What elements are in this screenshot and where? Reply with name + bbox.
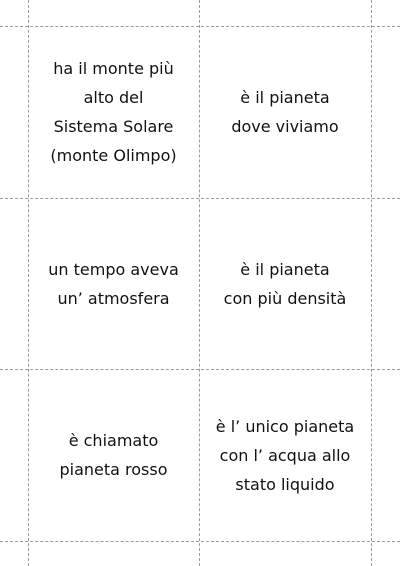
- card-acqua-liquida: [199, 369, 371, 541]
- card-monte-olimpo: [28, 26, 199, 198]
- card-text: è il pianeta dove viviamo: [231, 88, 339, 136]
- card-text: è chiamato pianeta rosso: [59, 431, 168, 479]
- card-text: ha il monte più alto del Sistema Solare (monte Olimpo): [50, 59, 177, 165]
- card-dove-viviamo: [199, 26, 371, 198]
- card-text: è il pianeta con più densità: [223, 259, 347, 308]
- card-pianeta-rosso: [28, 369, 199, 541]
- card-text: un tempo aveva un’ atmosfera: [48, 259, 179, 308]
- card-text: è l’ unico pianeta con l’ acqua allo stato liquido: [215, 416, 355, 494]
- vertical-cut-line-right: [371, 0, 372, 566]
- horizontal-cut-line-4: [0, 541, 400, 542]
- card-densita: [199, 198, 371, 369]
- card-atmosfera: [28, 198, 199, 369]
